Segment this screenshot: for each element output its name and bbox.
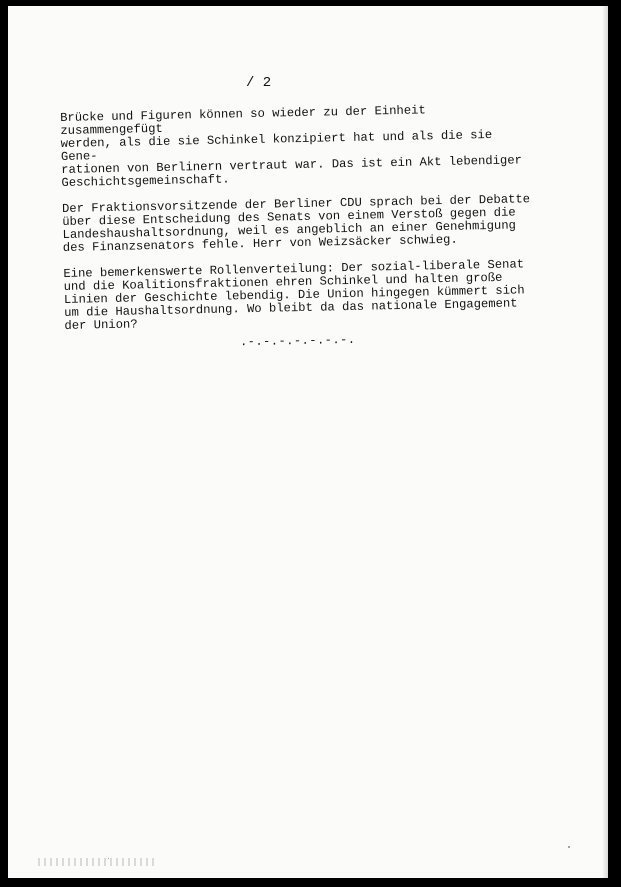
- scan-speck: [568, 846, 570, 848]
- paragraph-schinkel-bridge: Brücke und Figuren können so wieder zu der Einheit zusammengefügt werden, als die sie Schinkel konzipiert hat und als die sie Gene- rationen von Berlinern vertraut war. Das ist ein Akt lebendiger Geschichtsgemeinschaft.: [59, 103, 523, 190]
- page-edge-shadow: [602, 6, 608, 878]
- scan-noise: [38, 858, 158, 866]
- page-number: / 2: [246, 75, 272, 91]
- paragraph-role-distribution: Eine bemerkenswerte Rollenverteilung: Der sozial-liberale Senat und die Koalitionsfraktionen ehren Schinkel und halten große Linien der Geschichte lebendig. Die Union hingegen kümmert sich um die Haushaltsordnung. Wo bleibt da das nationale Engagement der Union?: [63, 257, 525, 333]
- paragraph-cdu-debate: Der Fraktionsvorsitzende der Berliner CDU sprach bei der Debatte über diese Entscheidung des Senats von einem Verstoß gegen die Landeshaushaltsordnung, weil es angeblich an einer Genehmigung des Finanzsenators fehle. Herr von Weizsäcker schwieg.: [61, 192, 531, 255]
- end-separator: .-.-.-.-.-.-.-.: [239, 332, 356, 350]
- body-text: [60, 102, 535, 346]
- document-page: [8, 6, 608, 878]
